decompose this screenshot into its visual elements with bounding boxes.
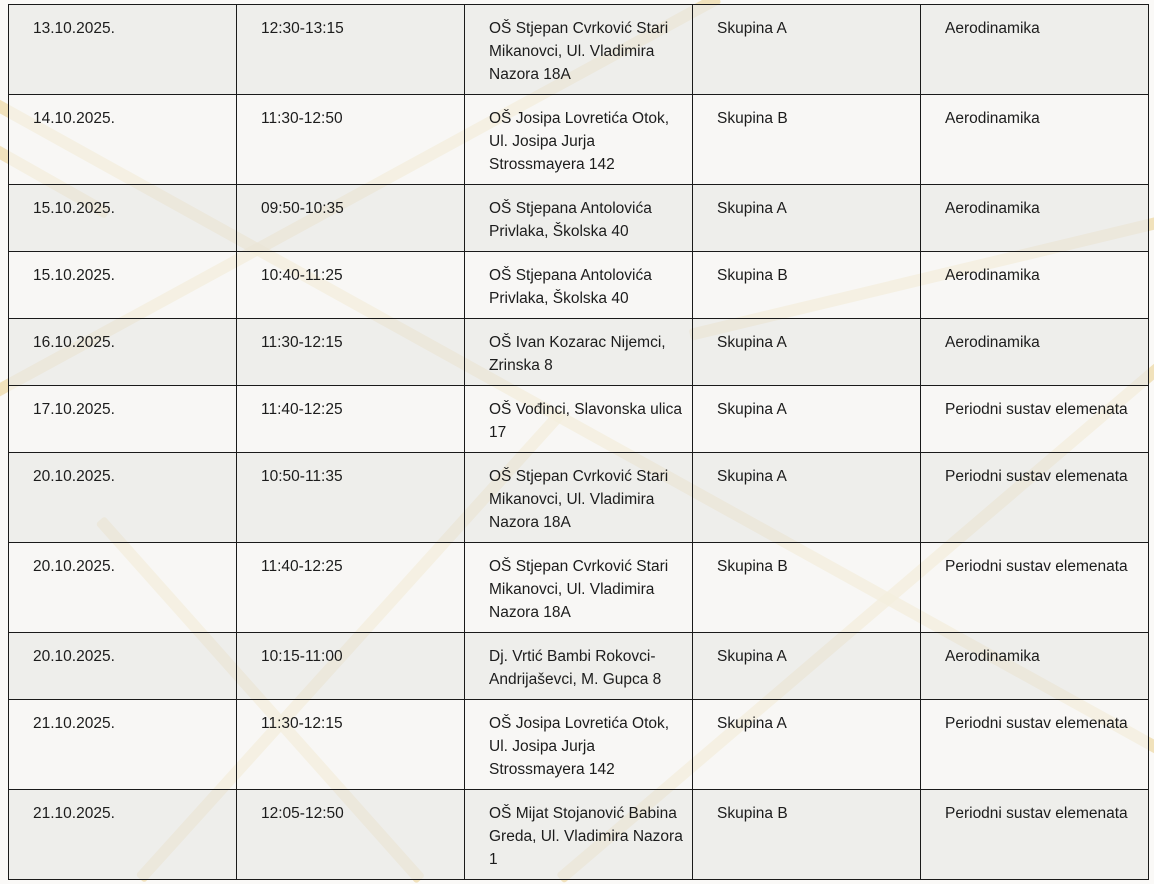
location-cell: OŠ Stjepan Cvrković Stari Mikanovci, Ul. Vladimira Nazora 18A (465, 543, 693, 633)
topic-cell: Periodni sustav elemenata (921, 790, 1149, 880)
location-cell: OŠ Ivan Kozarac Nijemci, Zrinska 8 (465, 319, 693, 386)
date-cell: 16.10.2025. (9, 319, 237, 386)
time-cell: 11:40-12:25 (237, 386, 465, 453)
table-row (9, 252, 1149, 319)
date-cell: 20.10.2025. (9, 453, 237, 543)
date-cell: 15.10.2025. (9, 252, 237, 319)
topic-cell: Aerodinamika (921, 319, 1149, 386)
time-cell: 10:40-11:25 (237, 252, 465, 319)
group-cell: Skupina A (693, 319, 921, 386)
topic-cell: Aerodinamika (921, 5, 1149, 95)
table-row (9, 790, 1149, 880)
table-row (9, 185, 1149, 252)
group-cell: Skupina A (693, 700, 921, 790)
location-cell: OŠ Stjepana Antolovića Privlaka, Školska 40 (465, 252, 693, 319)
time-cell: 12:05-12:50 (237, 790, 465, 880)
date-cell: 15.10.2025. (9, 185, 237, 252)
location-cell: OŠ Josipa Lovretića Otok, Ul. Josipa Jurja Strossmayera 142 (465, 95, 693, 185)
location-cell: OŠ Stjepana Antolovića Privlaka, Školska 40 (465, 185, 693, 252)
table-row (9, 453, 1149, 543)
group-cell: Skupina B (693, 790, 921, 880)
group-cell: Skupina A (693, 386, 921, 453)
group-cell: Skupina B (693, 252, 921, 319)
table-row (9, 633, 1149, 700)
group-cell: Skupina B (693, 95, 921, 185)
topic-cell: Aerodinamika (921, 95, 1149, 185)
location-cell: Dj. Vrtić Bambi Rokovci-Andrijaševci, M. Gupca 8 (465, 633, 693, 700)
table-row (9, 386, 1149, 453)
table-row (9, 700, 1149, 790)
table-row (9, 95, 1149, 185)
date-cell: 17.10.2025. (9, 386, 237, 453)
time-cell: 11:30-12:15 (237, 319, 465, 386)
time-cell: 09:50-10:35 (237, 185, 465, 252)
date-cell: 21.10.2025. (9, 700, 237, 790)
time-cell: 11:30-12:15 (237, 700, 465, 790)
group-cell: Skupina A (693, 185, 921, 252)
group-cell: Skupina A (693, 453, 921, 543)
location-cell: OŠ Mijat Stojanović Babina Greda, Ul. Vladimira Nazora 1 (465, 790, 693, 880)
group-cell: Skupina A (693, 5, 921, 95)
group-cell: Skupina B (693, 543, 921, 633)
topic-cell: Periodni sustav elemenata (921, 453, 1149, 543)
topic-cell: Aerodinamika (921, 252, 1149, 319)
topic-cell: Aerodinamika (921, 633, 1149, 700)
date-cell: 13.10.2025. (9, 5, 237, 95)
time-cell: 11:40-12:25 (237, 543, 465, 633)
topic-cell: Periodni sustav elemenata (921, 700, 1149, 790)
table-row (9, 319, 1149, 386)
time-cell: 12:30-13:15 (237, 5, 465, 95)
schedule-table (8, 4, 1149, 880)
location-cell: OŠ Vođinci, Slavonska ulica 17 (465, 386, 693, 453)
date-cell: 21.10.2025. (9, 790, 237, 880)
table-row (9, 5, 1149, 95)
time-cell: 10:15-11:00 (237, 633, 465, 700)
location-cell: OŠ Stjepan Cvrković Stari Mikanovci, Ul. Vladimira Nazora 18A (465, 453, 693, 543)
time-cell: 10:50-11:35 (237, 453, 465, 543)
location-cell: OŠ Stjepan Cvrković Stari Mikanovci, Ul. Vladimira Nazora 18A (465, 5, 693, 95)
topic-cell: Aerodinamika (921, 185, 1149, 252)
location-cell: OŠ Josipa Lovretića Otok, Ul. Josipa Jurja Strossmayera 142 (465, 700, 693, 790)
time-cell: 11:30-12:50 (237, 95, 465, 185)
topic-cell: Periodni sustav elemenata (921, 543, 1149, 633)
date-cell: 20.10.2025. (9, 633, 237, 700)
table-row (9, 543, 1149, 633)
topic-cell: Periodni sustav elemenata (921, 386, 1149, 453)
date-cell: 14.10.2025. (9, 95, 237, 185)
date-cell: 20.10.2025. (9, 543, 237, 633)
group-cell: Skupina A (693, 633, 921, 700)
